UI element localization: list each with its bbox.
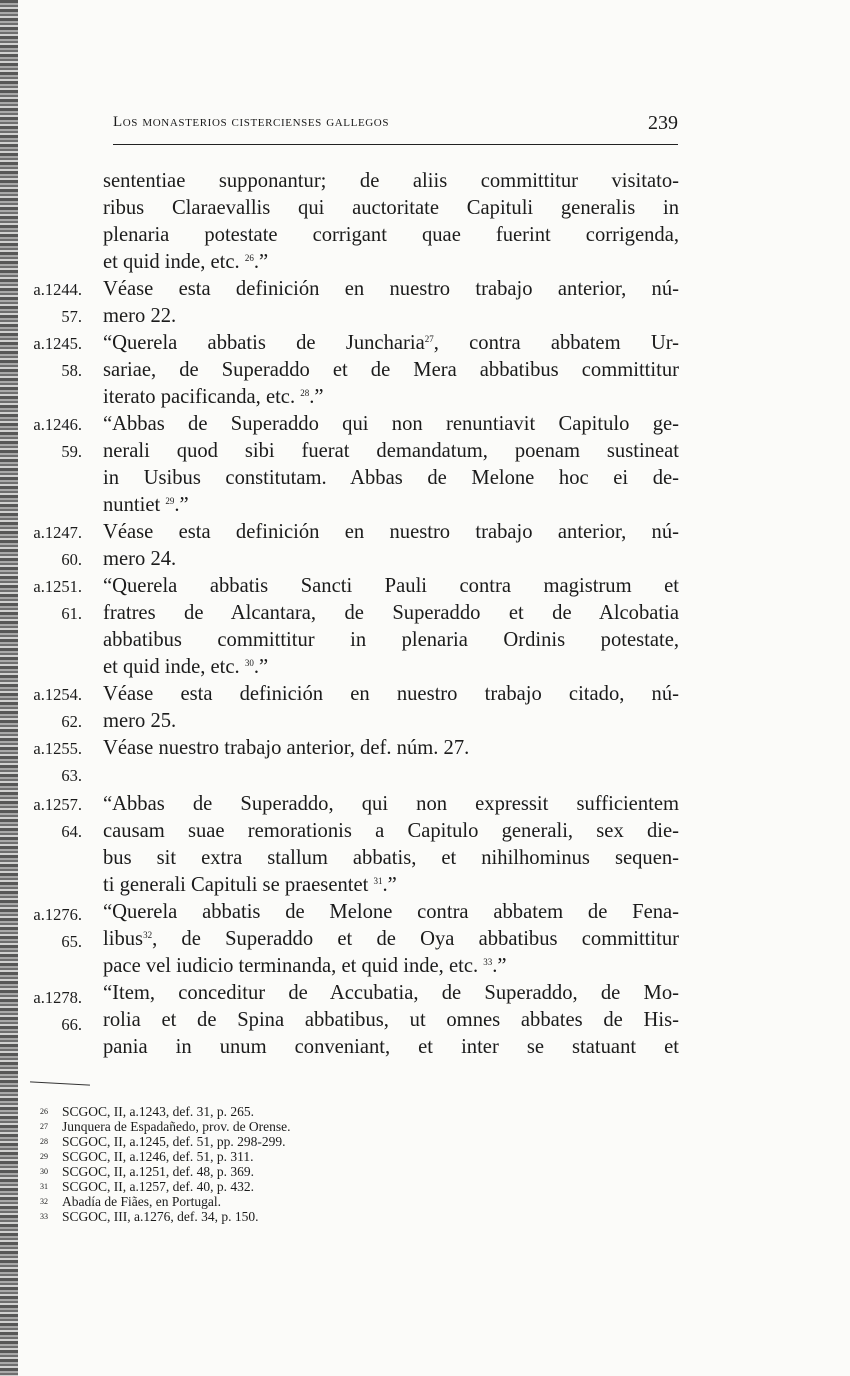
text-line: Véase esta definición en nuestro trabajo anterior, nú- [103,521,679,543]
margin-ref-66: a.1278. 66. [33,988,82,1034]
text-line: et quid inde, etc. $^{30}$.” [103,656,269,678]
text-line: “Item, conceditur de Accubatia, de Superaddo, de Mo- [103,982,679,1004]
main-text [103,168,679,1061]
text-line: “Abbas de Superaddo, qui non expressit sufficientem [103,793,679,815]
text-line: mero 25. [103,710,177,732]
text-line: in Usibus constitutam. Abbas de Melone hoc ei de- [103,467,679,489]
footnote-rule [30,1081,90,1085]
text-line: ribus Claraevallis qui auctoritate Capituli generalis in [103,197,679,219]
text-line: causam suae remorationis a Capitulo generali, sex die- [103,820,679,842]
text-line: “Querela abbatis Sancti Pauli contra magistrum et [103,575,679,597]
text-line: sententiae supponantur; de aliis committitur visitato- [103,170,679,192]
footnote-ref: 30 [244,658,254,668]
footnote-ref: 31 [373,876,383,886]
margin-ref-57: a.1244. 57. [33,280,82,326]
margin-ref-65: a.1276. 65. [33,905,82,951]
text-line: abbatibus committitur in plenaria Ordinis potestate, [103,629,679,651]
text-line: plenaria potestate corrigant quae fuerint corrigenda, [103,224,679,246]
footnote: 33 SCGOC, III, a.1276, def. 34, p. 150. [40,1209,259,1224]
text-line: Véase esta definición en nuestro trabajo citado, nú- [103,683,679,705]
footnote-ref: 28 [300,388,310,398]
footnote: 30 SCGOC, II, a.1251, def. 48, p. 369. [40,1164,254,1179]
page-header [113,114,678,140]
footnote-ref: 32 [143,930,153,940]
margin-ref-64: a.1257. 64. [33,795,82,841]
footnote: 31 SCGOC, II, a.1257, def. 40, p. 432. [40,1179,254,1194]
text-line: ti generali Capituli se praesentet $^{31}$.” [103,874,397,896]
text-line: libus$^{32}$, de Superaddo et de Oya abbatibus committitur [103,928,679,950]
text-line: “Querela abbatis de Melone contra abbatem de Fena- [103,901,679,923]
text-line: nerali quod sibi fuerat demandatum, poenam sustineat [103,440,679,462]
margin-ref-59: a.1246. 59. [33,415,82,461]
text-line: nuntiet $^{29}$.” [103,494,189,516]
text-line: iterato pacificanda, etc. $^{28}$.” [103,386,324,408]
text-line: mero 22. [103,305,177,327]
text-line: pace vel iudicio terminanda, et quid inde, etc. $^{33}$.” [103,955,507,977]
blank-line [103,762,679,789]
running-title: Los monasterios cistercienses gallegos [113,114,390,130]
text-line: Véase nuestro trabajo anterior, def. núm. 27. [103,737,470,759]
text-line: rolia et de Spina abbatibus, ut omnes abbates de His- [103,1009,679,1031]
footnote-ref: 33 [483,957,493,967]
page-number: 239 [648,112,678,134]
text-line: sariae, de Superaddo et de Mera abbatibus committitur [103,359,679,381]
footnote: 29 SCGOC, II, a.1246, def. 51, p. 311. [40,1149,254,1164]
text-line: fratres de Alcantara, de Superaddo et de Alcobatia [103,602,679,624]
footnote-ref: 26 [244,253,254,263]
footnote-ref: 29 [165,496,175,506]
footnote: 32 Abadía de Fiães, en Portugal. [40,1194,221,1209]
margin-ref-62: a.1254. 62. [33,685,82,731]
text-line: et quid inde, etc. $^{26}$.” [103,251,269,273]
text-line: bus sit extra stallum abbatis, et nihilhominus sequen- [103,847,679,869]
text-line: Véase esta definición en nuestro trabajo anterior, nú- [103,278,679,300]
text-line: pania in unum conveniant, et inter se statuant et [103,1036,679,1058]
margin-ref-61: a.1251. 61. [33,577,82,623]
scan-edge-shadow [0,0,18,1376]
footnote-ref: 27 [424,334,434,344]
footnote: 27 Junquera de Espadañedo, prov. de Orense. [40,1119,291,1134]
footnote: 28 SCGOC, II, a.1245, def. 51, pp. 298-299. [40,1134,286,1149]
text-line: “Abbas de Superaddo qui non renuntiavit Capitulo ge- [103,413,679,435]
header-rule [113,144,678,145]
footnotes [40,1104,460,1224]
footnote: 26 SCGOC, II, a.1243, def. 31, p. 265. [40,1104,254,1119]
text-line: “Querela abbatis de Juncharia$^{27}$, contra abbatem Ur- [103,332,680,354]
margin-ref-63: a.1255. 63. [33,739,82,785]
margin-ref-60: a.1247. 60. [33,523,82,569]
text-line: mero 24. [103,548,177,570]
margin-ref-58: a.1245. 58. [33,334,82,380]
